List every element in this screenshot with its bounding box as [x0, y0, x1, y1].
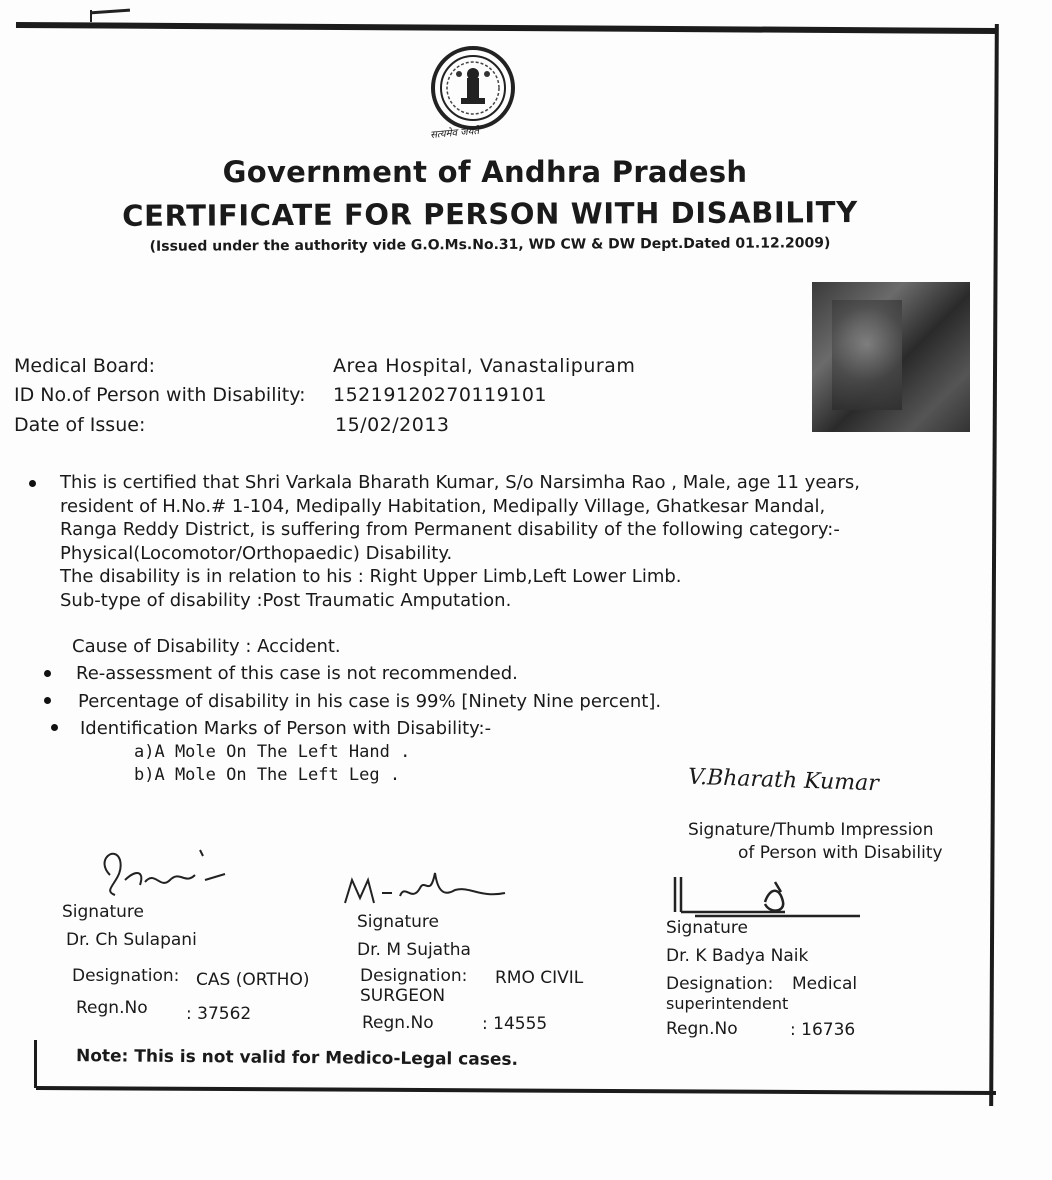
applicant-signature: V.Bharath Kumar [687, 764, 880, 797]
designation-label: Designation: [72, 966, 180, 986]
certificate-title: CERTIFICATE FOR PERSON WITH DISABILITY [122, 195, 858, 233]
applicant-signature-caption: Signature/Thumb Impression [688, 820, 934, 840]
government-title: Government of Andhra Pradesh [222, 155, 748, 189]
signature-label: Signature [357, 912, 440, 932]
regn-label: Regn.No [666, 1019, 738, 1039]
date-label: Date of Issue: [14, 414, 146, 436]
emblem-motto: सत्यमेव जयते [429, 125, 480, 142]
regn-value: : 37562 [186, 1004, 252, 1024]
id-value: 15219120270119101 [333, 384, 548, 406]
designation-value: RMO CIVIL [495, 968, 584, 988]
bullet [51, 724, 58, 731]
border-right [989, 24, 999, 1106]
certification-line: resident of H.No.# 1-104, Medipally Habitation, Medipally Village, Ghatkesar Mandal, [60, 495, 826, 517]
designation-label: Designation: [360, 966, 468, 986]
marks-heading: Identification Marks of Person with Disability:- [80, 718, 492, 739]
designation-value: Medical [792, 974, 858, 994]
border-left [34, 1040, 37, 1088]
pen-mark [90, 10, 92, 22]
regn-value: : 16736 [790, 1020, 856, 1040]
date-value: 15/02/2013 [335, 414, 450, 436]
percentage-text: Percentage of disability in his case is 99% [Ninety Nine percent]. [78, 691, 662, 712]
reassessment-text: Re-assessment of this case is not recommended. [76, 663, 518, 684]
mark-a: a)A Mole On The Left Hand . [134, 742, 411, 762]
relation-line: The disability is in relation to his : Right Upper Limb,Left Lower Limb. [60, 566, 682, 587]
mark-b: b)A Mole On The Left Leg . [134, 765, 401, 785]
certification-line: Ranga Reddy District, is suffering from Permanent disability of the following category:- [60, 519, 840, 540]
subtype-line: Sub-type of disability :Post Traumatic Amputation. [60, 589, 512, 611]
note-text: Note: This is not valid for Medico-Legal cases. [75, 1046, 519, 1070]
cause-text: Cause of Disability : Accident. [72, 636, 341, 657]
bullet [44, 697, 51, 704]
regn-label: Regn.No [362, 1013, 434, 1033]
regn-value: : 14555 [482, 1014, 548, 1034]
designation-value-cont: SURGEON [360, 986, 446, 1006]
handwritten-signature-1 [90, 840, 240, 905]
photo-figure [832, 300, 902, 410]
designation-value-cont: superintendent [666, 994, 789, 1013]
border-top [16, 22, 996, 34]
pen-mark [90, 9, 130, 15]
bullet [44, 670, 51, 677]
category-line: Physical(Locomotor/Orthopaedic) Disability. [60, 542, 453, 564]
designation-value: CAS (ORTHO) [196, 970, 310, 990]
id-label: ID No.of Person with Disability: [14, 384, 306, 406]
border-bottom [36, 1086, 996, 1095]
applicant-signature-caption: of Person with Disability [738, 843, 943, 863]
signatory-name: Dr. Ch Sulapani [66, 930, 197, 950]
signature-label: Signature [666, 918, 749, 938]
handwritten-signature-3 [665, 872, 865, 922]
bullet [29, 480, 36, 487]
medical-board-value: Area Hospital, Vanastalipuram [333, 355, 636, 377]
medical-board-label: Medical Board: [14, 355, 156, 377]
handwritten-signature-2 [340, 868, 520, 913]
authority-line: (Issued under the authority vide G.O.Ms.No.31, WD CW & DW Dept.Dated 01.12.2009) [149, 235, 831, 255]
regn-label: Regn.No [76, 998, 148, 1018]
signatory-name: Dr. M Sujatha [357, 940, 471, 960]
signature-label: Signature [62, 902, 145, 922]
designation-label: Designation: [666, 974, 774, 994]
certification-text [60, 471, 990, 612]
certification-line: This is certified that Shri Varkala Bharath Kumar, S/o Narsimha Rao , Male, age 11 years, [60, 472, 860, 493]
signatory-name: Dr. K Badya Naik [666, 946, 809, 966]
